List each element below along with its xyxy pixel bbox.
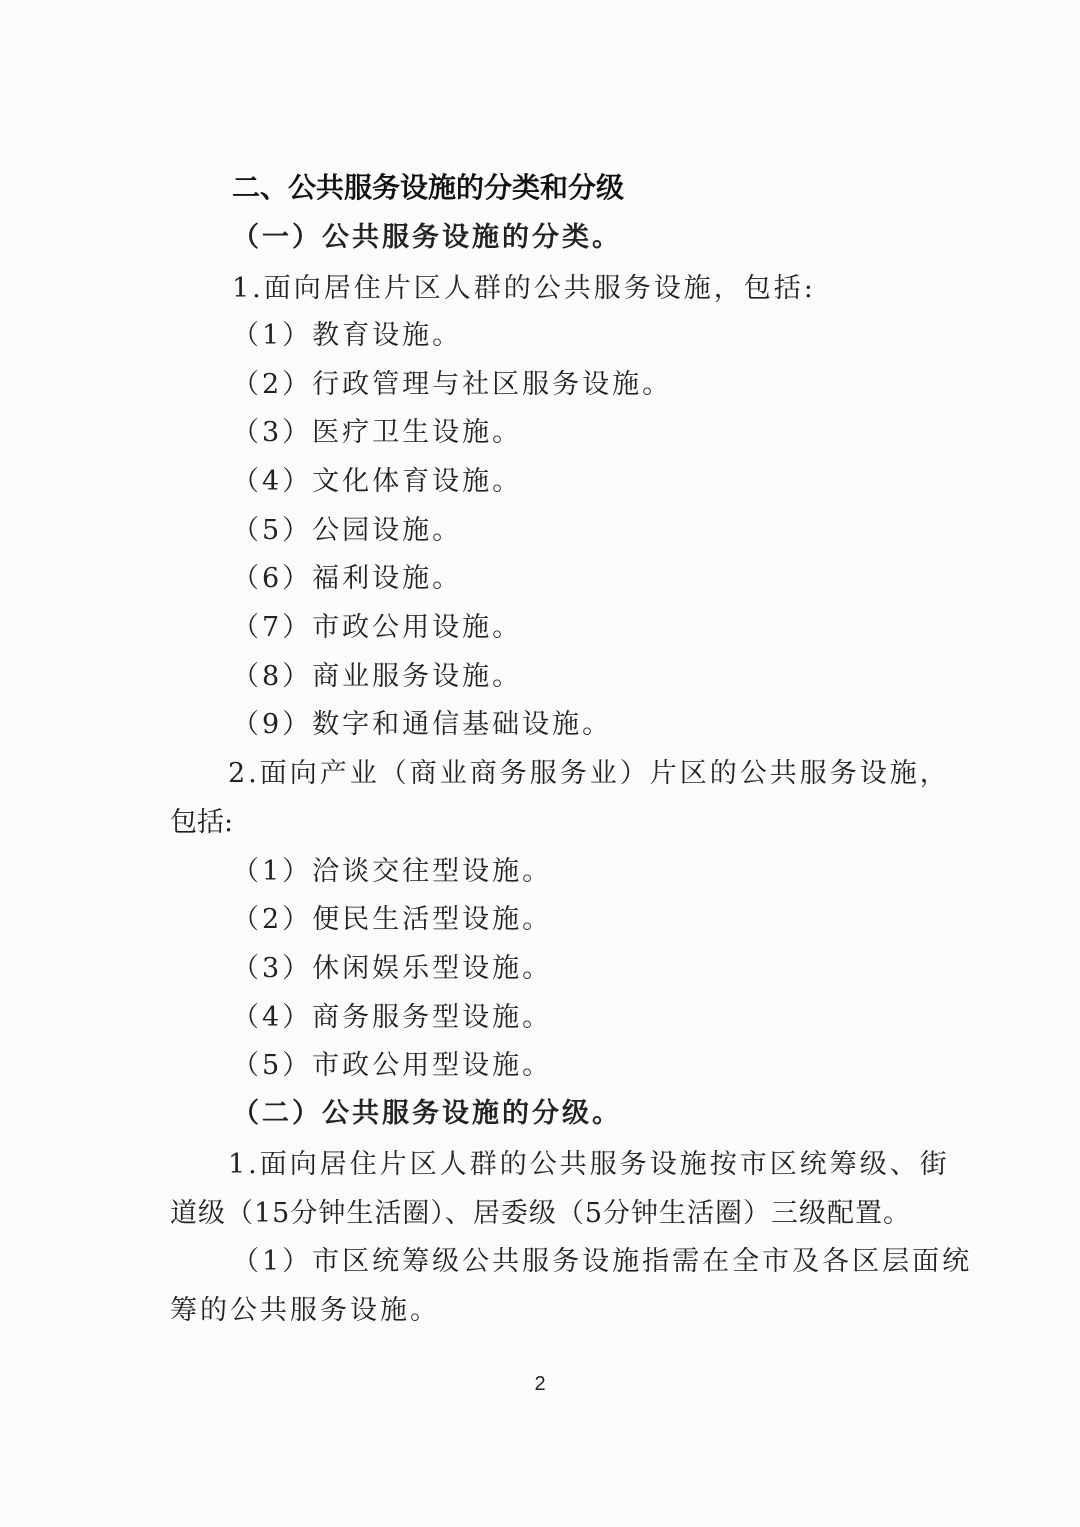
list-item: （7）市政公用设施。 (232, 612, 523, 643)
list-item: （2）行政管理与社区服务设施。 (232, 369, 673, 400)
list-item: （1）洽谈交往型设施。 (232, 856, 553, 887)
list-item: （6）福利设施。 (232, 563, 463, 594)
page-number: 2 (534, 1373, 546, 1395)
group1-intro: 1.面向居住片区人群的公共服务设施，包括: (232, 273, 816, 304)
group2-intro: 2.面向产业（商业商务服务业）片区的公共服务设施， (228, 758, 950, 789)
section2-title: （二）公共服务设施的分级。 (232, 1098, 622, 1129)
list-item: （3）休闲娱乐型设施。 (232, 953, 553, 984)
list-item: （5）市政公用型设施。 (232, 1050, 553, 1081)
list-item: （3）医疗卫生设施。 (232, 417, 523, 448)
paragraph-line: 道级（15分钟生活圈）、居委级（5分钟生活圈）三级配置。 (170, 1198, 912, 1229)
list-item: （5）公园设施。 (232, 515, 463, 546)
list-item: （4）商务服务型设施。 (232, 1002, 553, 1033)
group2-intro-continued: 包括: (170, 807, 234, 838)
list-item: （8）商业服务设施。 (232, 661, 523, 692)
section-heading: 二、公共服务设施的分类和分级 (232, 171, 625, 204)
paragraph-line: （1）市区统筹级公共服务设施指需在全市及各区层面统 (232, 1246, 973, 1277)
list-item: （2）便民生活型设施。 (232, 904, 553, 935)
list-item: （4）文化体育设施。 (232, 466, 523, 497)
list-item: （9）数字和通信基础设施。 (232, 709, 613, 740)
paragraph-line: 筹的公共服务设施。 (170, 1295, 440, 1326)
paragraph-line: 1.面向居住片区人群的公共服务设施按市区统筹级、街 (228, 1149, 950, 1180)
section1-title: （一）公共服务设施的分类。 (232, 222, 622, 253)
list-item: （1）教育设施。 (232, 320, 463, 351)
